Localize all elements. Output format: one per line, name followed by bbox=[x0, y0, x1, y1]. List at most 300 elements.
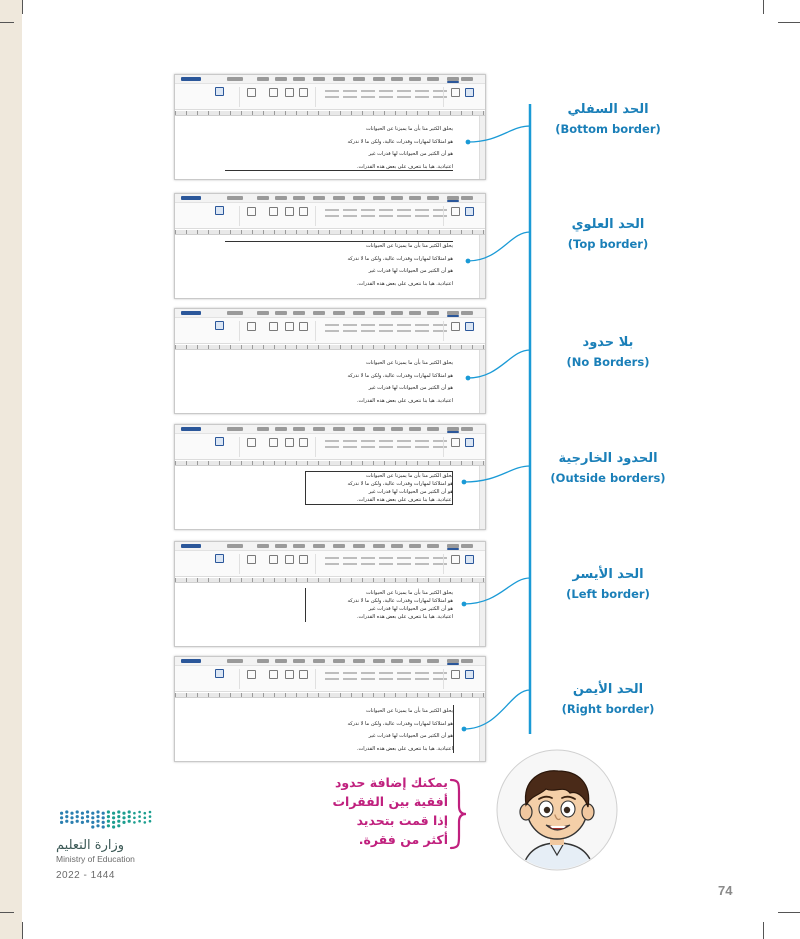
tip-brace-icon bbox=[448, 778, 468, 850]
ribbon-control bbox=[343, 440, 357, 442]
logo-dot bbox=[133, 812, 136, 815]
ribbon-control bbox=[379, 672, 393, 674]
logo-dot bbox=[128, 815, 131, 818]
ribbon-control bbox=[397, 330, 411, 332]
ribbon-tab bbox=[409, 659, 421, 663]
paragraph-line: يحلق الكثير منا بأن ما يميزنا عن الحيوانات bbox=[365, 590, 453, 596]
ribbon-tab bbox=[353, 659, 365, 663]
ribbon-control bbox=[379, 557, 393, 559]
ribbon-control bbox=[325, 440, 339, 442]
ribbon-icon bbox=[215, 321, 224, 330]
ribbon-control bbox=[361, 563, 375, 565]
label-english: (No Borders) bbox=[566, 355, 650, 369]
logo-dot bbox=[107, 815, 110, 818]
logo-dot bbox=[96, 810, 99, 813]
ribbon-control bbox=[433, 672, 447, 674]
ribbon-control bbox=[379, 96, 393, 98]
ribbon-control bbox=[361, 440, 375, 442]
ribbon-tab bbox=[181, 77, 201, 81]
logo-dot bbox=[112, 812, 115, 815]
crop-mark bbox=[22, 922, 23, 939]
ribbon-icon bbox=[269, 438, 278, 447]
paragraph-line: يحلق الكثير منا بأن ما يميزنا عن الحيوانات bbox=[365, 243, 453, 249]
paragraph-line: اعتيادية. هيا بنا نتعرف على بعض هذه القدرات. bbox=[356, 497, 453, 503]
paragraph-line: هو أن الكثير من الحيوانات لها قدرات غير bbox=[368, 151, 453, 157]
ribbon-control bbox=[415, 324, 429, 326]
ribbon-icon bbox=[215, 206, 224, 215]
label-arabic: الحدود الخارجية bbox=[558, 451, 658, 466]
ribbon-icon bbox=[299, 555, 308, 564]
ribbon-control bbox=[433, 324, 447, 326]
ribbon-separator bbox=[315, 206, 316, 226]
ribbon-tabs bbox=[175, 657, 485, 666]
logo-dot bbox=[70, 816, 73, 819]
paragraph-line: هو أن الكثير من الحيوانات لها قدرات غير bbox=[368, 268, 453, 274]
ribbon-control bbox=[379, 324, 393, 326]
ribbon-tab bbox=[313, 427, 325, 431]
ribbon-control bbox=[343, 557, 357, 559]
label-arabic: الحد الأيسر bbox=[572, 567, 644, 582]
ribbon-tab bbox=[227, 77, 243, 81]
ribbon-control bbox=[415, 215, 429, 217]
page-number: 74 bbox=[718, 883, 733, 898]
ribbon-toolbar bbox=[175, 318, 485, 344]
ribbon-control bbox=[379, 563, 393, 565]
ribbon-icon bbox=[285, 322, 294, 331]
ribbon-control bbox=[325, 563, 339, 565]
ribbon-control bbox=[379, 215, 393, 217]
ribbon-control bbox=[433, 330, 447, 332]
ribbon-tab bbox=[427, 544, 439, 548]
logo-dot bbox=[86, 810, 89, 813]
ribbon-tab bbox=[293, 544, 305, 548]
logo-dot bbox=[102, 816, 105, 819]
logo-dot bbox=[117, 824, 120, 827]
ribbon-icon bbox=[269, 88, 278, 97]
logo-dot bbox=[91, 825, 94, 828]
outside-border-box bbox=[305, 471, 453, 505]
logo-dot bbox=[76, 810, 79, 813]
label-outside-borders bbox=[538, 449, 678, 487]
ribbon-control bbox=[397, 440, 411, 442]
ribbon-toolbar bbox=[175, 666, 485, 692]
logo-dot bbox=[96, 824, 99, 827]
ribbon-tab-active bbox=[447, 431, 459, 433]
ribbon-tab bbox=[353, 77, 365, 81]
ribbon-control bbox=[343, 678, 357, 680]
ribbon-control bbox=[397, 557, 411, 559]
logo-dot bbox=[96, 815, 99, 818]
ribbon-control bbox=[325, 215, 339, 217]
ribbon-control bbox=[415, 330, 429, 332]
ribbon-tabs bbox=[175, 309, 485, 318]
paragraph-line: اعتيادية. هيا بنا نتعرف على بعض هذه القدرات. bbox=[356, 163, 453, 170]
paragraph-text bbox=[313, 705, 453, 755]
vertical-scrollbar[interactable] bbox=[479, 350, 485, 413]
ribbon-icon bbox=[299, 322, 308, 331]
ribbon-control bbox=[433, 215, 447, 217]
ribbon-control bbox=[433, 90, 447, 92]
ribbon-control bbox=[379, 446, 393, 448]
logo-dot bbox=[91, 821, 94, 824]
logo-dot bbox=[86, 820, 89, 823]
ribbon-icon bbox=[215, 669, 224, 678]
bottom-border-line bbox=[225, 170, 453, 171]
ribbon-tab-active bbox=[447, 548, 459, 550]
word-screenshot-top-border bbox=[174, 193, 486, 299]
ribbon-tab bbox=[409, 196, 421, 200]
ribbon-tabs bbox=[175, 425, 485, 434]
ribbon-tab bbox=[313, 544, 325, 548]
paragraph-text bbox=[313, 357, 453, 407]
paragraph-text bbox=[313, 123, 453, 173]
ribbon-icon bbox=[465, 88, 474, 97]
logo-dot bbox=[60, 812, 63, 815]
label-bottom-border bbox=[538, 100, 678, 138]
document-page bbox=[175, 350, 479, 413]
ribbon-control bbox=[415, 209, 429, 211]
ribbon-icon bbox=[451, 88, 460, 97]
ribbon-icon bbox=[299, 670, 308, 679]
paragraph-line: هو امتلاكنا لمهارات وقدرات عالية، ولكن ما لا ندركه bbox=[347, 598, 453, 604]
ribbon-tab-active bbox=[447, 663, 459, 665]
ribbon-toolbar bbox=[175, 434, 485, 460]
label-arabic: الحد العلوي bbox=[571, 217, 645, 232]
tip-note bbox=[330, 773, 448, 849]
logo-dot bbox=[133, 817, 136, 820]
logo-dot bbox=[112, 816, 115, 819]
ribbon-icon bbox=[465, 322, 474, 331]
ribbon-tab bbox=[181, 659, 201, 663]
logo-dot bbox=[81, 821, 84, 824]
ribbon-tab bbox=[353, 311, 365, 315]
ribbon-control bbox=[415, 563, 429, 565]
label-english: (Bottom border) bbox=[555, 122, 661, 136]
ribbon-tab bbox=[409, 311, 421, 315]
ribbon-separator bbox=[239, 321, 240, 341]
ribbon-control bbox=[397, 90, 411, 92]
logo-dot bbox=[128, 820, 131, 823]
ribbon-separator bbox=[443, 669, 444, 689]
logo-dot bbox=[122, 812, 125, 815]
label-english: (Outside borders) bbox=[550, 471, 666, 485]
ribbon-tab bbox=[275, 311, 287, 315]
ribbon-tab bbox=[313, 659, 325, 663]
ribbon-separator bbox=[315, 321, 316, 341]
ribbon-tab bbox=[257, 77, 269, 81]
ribbon-tab bbox=[461, 427, 473, 431]
ministry-dots-icon bbox=[56, 808, 152, 830]
ribbon-separator bbox=[315, 554, 316, 574]
vertical-scrollbar[interactable] bbox=[479, 583, 485, 646]
ribbon-icon bbox=[215, 554, 224, 563]
ribbon-control bbox=[415, 440, 429, 442]
ribbon-tab bbox=[391, 311, 403, 315]
ribbon-icon bbox=[451, 207, 460, 216]
ribbon-separator bbox=[443, 321, 444, 341]
logo-dot bbox=[149, 815, 152, 818]
ribbon-tab bbox=[333, 196, 345, 200]
ministry-logo bbox=[56, 808, 166, 881]
ribbon-control bbox=[397, 215, 411, 217]
logo-dot bbox=[107, 810, 110, 813]
ribbon-icon bbox=[451, 322, 460, 331]
ribbon-tab bbox=[333, 427, 345, 431]
ribbon-tab bbox=[373, 659, 385, 663]
label-arabic: الحد السفلي bbox=[567, 102, 649, 117]
logo-dot bbox=[149, 820, 152, 823]
vertical-scrollbar[interactable] bbox=[479, 698, 485, 761]
ribbon-tab bbox=[391, 427, 403, 431]
logo-dot bbox=[102, 821, 105, 824]
logo-dot bbox=[65, 810, 68, 813]
ribbon-tab bbox=[373, 427, 385, 431]
ribbon-tab bbox=[461, 196, 473, 200]
ribbon-control bbox=[343, 324, 357, 326]
ribbon-control bbox=[343, 672, 357, 674]
logo-dot bbox=[149, 811, 152, 814]
ribbon-tab bbox=[391, 544, 403, 548]
ribbon-tab bbox=[293, 77, 305, 81]
ribbon-tab bbox=[275, 77, 287, 81]
ribbon-icon bbox=[465, 207, 474, 216]
ribbon-tab bbox=[409, 544, 421, 548]
ribbon-control bbox=[325, 678, 339, 680]
ribbon-control bbox=[325, 209, 339, 211]
logo-dot bbox=[112, 825, 115, 828]
crop-mark bbox=[0, 912, 14, 913]
logo-dot bbox=[138, 811, 141, 814]
ribbon-icon bbox=[215, 87, 224, 96]
logo-dot bbox=[65, 820, 68, 823]
logo-dot bbox=[65, 815, 68, 818]
ribbon-separator bbox=[443, 437, 444, 457]
paragraph-line: يحلق الكثير منا بأن ما يميزنا عن الحيوانات bbox=[365, 708, 453, 714]
ribbon-icon bbox=[299, 207, 308, 216]
paragraph-line: هو أن الكثير من الحيوانات لها قدرات غير bbox=[368, 385, 453, 391]
logo-dot bbox=[81, 812, 84, 815]
ministry-name-arabic: وزارة التعليم bbox=[56, 838, 125, 853]
ribbon-control bbox=[433, 678, 447, 680]
ribbon-icon bbox=[215, 437, 224, 446]
paragraph-line: هو أن الكثير من الحيوانات لها قدرات غير bbox=[368, 733, 453, 739]
logo-dot bbox=[117, 810, 120, 813]
ribbon-tab bbox=[427, 77, 439, 81]
paragraph-line: اعتيادية. هيا بنا نتعرف على بعض هذه القدرات. bbox=[356, 397, 453, 404]
ribbon-tab bbox=[227, 196, 243, 200]
ribbon-tab bbox=[313, 77, 325, 81]
ribbon-tab-active bbox=[447, 315, 459, 317]
logo-dot bbox=[81, 816, 84, 819]
ribbon-icon bbox=[285, 670, 294, 679]
label-english: (Right border) bbox=[561, 702, 655, 716]
vertical-scrollbar[interactable] bbox=[479, 116, 485, 179]
logo-dot bbox=[133, 821, 136, 824]
label-arabic: الحد الأيمن bbox=[572, 682, 644, 697]
ribbon-control bbox=[361, 446, 375, 448]
ribbon-separator bbox=[239, 206, 240, 226]
ribbon-control bbox=[433, 209, 447, 211]
ribbon-control bbox=[415, 446, 429, 448]
ribbon-control bbox=[343, 90, 357, 92]
ribbon-icon bbox=[285, 555, 294, 564]
ribbon-control bbox=[397, 446, 411, 448]
logo-dot bbox=[138, 820, 141, 823]
ribbon-icon bbox=[465, 670, 474, 679]
ribbon-tab bbox=[293, 659, 305, 663]
label-no-borders bbox=[538, 333, 678, 371]
paragraph-line: هو امتلاكنا لمهارات وقدرات عالية، ولكن ما لا ندركه bbox=[347, 255, 453, 262]
ribbon-icon bbox=[269, 670, 278, 679]
page-edge-strip bbox=[0, 0, 22, 939]
ribbon-tab bbox=[409, 427, 421, 431]
ribbon-tab bbox=[293, 196, 305, 200]
ribbon-tab bbox=[257, 659, 269, 663]
ribbon-control bbox=[397, 324, 411, 326]
word-screenshot-none-border bbox=[174, 308, 486, 414]
ribbon-control bbox=[361, 90, 375, 92]
vertical-scrollbar[interactable] bbox=[479, 466, 485, 529]
ribbon-control bbox=[433, 446, 447, 448]
tip-line: يمكنك إضافة حدود bbox=[334, 775, 448, 790]
ribbon-control bbox=[379, 678, 393, 680]
ribbon-control bbox=[379, 440, 393, 442]
logo-dot bbox=[112, 821, 115, 824]
ribbon-control bbox=[361, 330, 375, 332]
logo-dot bbox=[144, 821, 147, 824]
paragraph-line: هو امتلاكنا لمهارات وقدرات عالية، ولكن ما لا ندركه bbox=[347, 481, 453, 487]
logo-dot bbox=[91, 816, 94, 819]
ribbon-control bbox=[433, 96, 447, 98]
crop-mark bbox=[22, 0, 23, 14]
tip-line: إذا قمت بتحديد bbox=[356, 813, 448, 828]
logo-dot bbox=[122, 816, 125, 819]
logo-dot bbox=[144, 812, 147, 815]
paragraph-line: هو امتلاكنا لمهارات وقدرات عالية، ولكن ما لا ندركه bbox=[347, 720, 453, 727]
ribbon-tab bbox=[353, 196, 365, 200]
ribbon-icon bbox=[247, 207, 256, 216]
logo-dot bbox=[76, 815, 79, 818]
ribbon-control bbox=[361, 672, 375, 674]
ministry-name-english: Ministry of Education bbox=[56, 854, 135, 864]
logo-dot bbox=[138, 815, 141, 818]
paragraph-line: يحلق الكثير منا بأن ما يميزنا عن الحيوانات bbox=[365, 473, 453, 479]
paragraph-line: هو أن الكثير من الحيوانات لها قدرات غير bbox=[368, 489, 453, 495]
label-english: (Top border) bbox=[567, 237, 649, 251]
word-screenshot-left-border bbox=[174, 541, 486, 647]
ribbon-control bbox=[397, 563, 411, 565]
ribbon-tab bbox=[427, 427, 439, 431]
ribbon-control bbox=[325, 672, 339, 674]
paragraph-line: هو أن الكثير من الحيوانات لها قدرات غير bbox=[368, 606, 453, 612]
vertical-scrollbar[interactable] bbox=[479, 235, 485, 298]
ribbon-icon bbox=[451, 555, 460, 564]
ribbon-tab bbox=[333, 77, 345, 81]
ribbon-tab bbox=[257, 427, 269, 431]
ribbon-control bbox=[415, 557, 429, 559]
ribbon-separator bbox=[315, 87, 316, 107]
logo-dot bbox=[128, 810, 131, 813]
word-screenshot-right-border bbox=[174, 656, 486, 762]
ribbon-icon bbox=[247, 88, 256, 97]
ribbon-tab bbox=[227, 544, 243, 548]
word-screenshot-bottom-border bbox=[174, 74, 486, 180]
ribbon-icon bbox=[285, 438, 294, 447]
ribbon-control bbox=[325, 557, 339, 559]
logo-dot bbox=[86, 815, 89, 818]
document-page bbox=[175, 466, 479, 529]
ribbon-control bbox=[397, 678, 411, 680]
ribbon-tab bbox=[373, 196, 385, 200]
ribbon-icon bbox=[247, 322, 256, 331]
logo-dot bbox=[117, 815, 120, 818]
ribbon-separator bbox=[315, 437, 316, 457]
ribbon-control bbox=[361, 678, 375, 680]
crop-mark bbox=[763, 0, 764, 14]
ribbon-tab bbox=[353, 427, 365, 431]
document-page bbox=[175, 116, 479, 179]
ribbon-control bbox=[343, 446, 357, 448]
ribbon-tab bbox=[353, 544, 365, 548]
document-page bbox=[175, 235, 479, 298]
ribbon-toolbar bbox=[175, 84, 485, 110]
ribbon-separator bbox=[443, 554, 444, 574]
ribbon-icon bbox=[269, 207, 278, 216]
ribbon-separator bbox=[239, 669, 240, 689]
paragraph-text bbox=[313, 240, 453, 290]
ribbon-tab bbox=[333, 659, 345, 663]
ribbon-icon bbox=[285, 207, 294, 216]
ribbon-toolbar bbox=[175, 203, 485, 229]
logo-dot bbox=[107, 824, 110, 827]
ribbon-separator bbox=[239, 87, 240, 107]
ribbon-tab bbox=[373, 311, 385, 315]
logo-dot bbox=[70, 821, 73, 824]
ribbon-tab-active bbox=[447, 200, 459, 202]
logo-dot bbox=[70, 812, 73, 815]
ribbon-control bbox=[361, 324, 375, 326]
ribbon-tab bbox=[333, 311, 345, 315]
ribbon-tab bbox=[257, 196, 269, 200]
paragraph-line: يحلق الكثير منا بأن ما يميزنا عن الحيوانات bbox=[365, 126, 453, 132]
ribbon-icon bbox=[269, 322, 278, 331]
ribbon-tab bbox=[275, 659, 287, 663]
ribbon-control bbox=[433, 563, 447, 565]
document-page bbox=[175, 583, 479, 646]
ribbon-control bbox=[379, 209, 393, 211]
paragraph-line: هو امتلاكنا لمهارات وقدرات عالية، ولكن ما لا ندركه bbox=[347, 138, 453, 145]
boy-character-illustration bbox=[496, 749, 618, 871]
ribbon-icon bbox=[247, 438, 256, 447]
ribbon-control bbox=[343, 209, 357, 211]
label-top-border bbox=[538, 215, 678, 253]
logo-dot bbox=[122, 821, 125, 824]
ribbon-tab-active bbox=[447, 81, 459, 83]
ribbon-icon bbox=[299, 438, 308, 447]
ribbon-control bbox=[415, 90, 429, 92]
tip-line: أفقية بين الفقرات bbox=[332, 794, 448, 809]
ribbon-tab bbox=[461, 77, 473, 81]
ribbon-tab bbox=[333, 544, 345, 548]
ribbon-control bbox=[415, 672, 429, 674]
ribbon-control bbox=[379, 330, 393, 332]
crop-mark bbox=[0, 22, 14, 23]
ribbon-control bbox=[343, 215, 357, 217]
ribbon-control bbox=[379, 90, 393, 92]
ribbon-control bbox=[343, 563, 357, 565]
ribbon-control bbox=[397, 672, 411, 674]
paragraph-line: اعتيادية. هيا بنا نتعرف على بعض هذه القدرات. bbox=[356, 745, 453, 752]
